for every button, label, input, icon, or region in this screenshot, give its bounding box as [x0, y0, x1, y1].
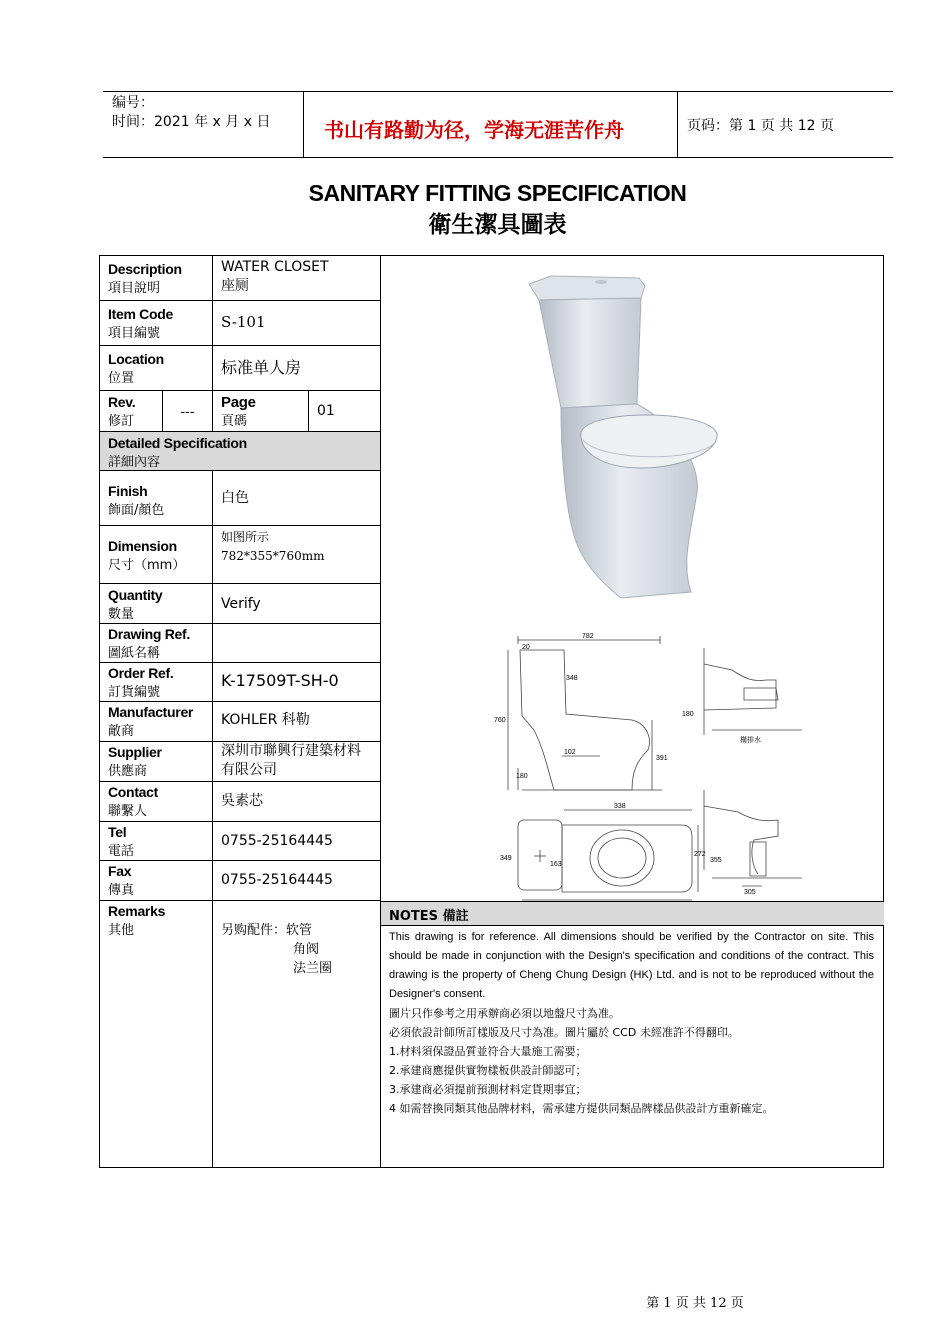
supplier-label: Supplier 供應商 [100, 742, 213, 782]
header-top-rule [103, 91, 893, 92]
doc-number-label: 编号： [112, 95, 154, 111]
dim-349: 349 [500, 855, 512, 862]
header-divider [677, 91, 678, 158]
notes-line: 3.承建商必須提前預測材料定貨期事宜； [389, 1083, 587, 1096]
dim-163: 163 [550, 861, 562, 868]
item-code-value: S-101 [213, 301, 381, 346]
fax-label: Fax 傳真 [100, 861, 213, 901]
dim-391: 391 [656, 755, 668, 762]
finish-label: Finish 飾面/顏色 [100, 471, 213, 526]
detailed-spec-heading: Detailed Specification 詳細內容 [100, 432, 381, 471]
notes-line: 必須依設計師所訂樣版及尺寸為准。圖片屬於 CCD 未經准許不得翻印。 [389, 1026, 739, 1039]
description-value: WATER CLOSET 座厕 [213, 256, 381, 301]
page-value: 01 [309, 391, 381, 432]
rev-value: --- [163, 391, 213, 432]
description-label: Description 項目說明 [100, 256, 213, 301]
drawing-ref-value [213, 624, 381, 663]
dim-180b: 180 [682, 711, 694, 718]
quantity-label: Quantity 數量 [100, 584, 213, 624]
order-ref-label: Order Ref. 訂貨編號 [100, 663, 213, 702]
dim-782: 782 [582, 633, 594, 640]
contact-value: 吳素芯 [213, 782, 381, 822]
tel-label: Tel 電話 [100, 822, 213, 861]
header-motto: 书山有路勤为径，学海无涯苦作舟 [324, 118, 624, 142]
location-label: Location 位置 [100, 346, 213, 391]
toilet-photo [521, 262, 721, 608]
doc-time-label: 时间：2021 年 x 月 x 日 [112, 114, 271, 130]
page-subtitle: 衛生潔具圖表 [428, 212, 567, 238]
drawing-ref-label: Drawing Ref. 圖紙名稱 [100, 624, 213, 663]
notes-line: 1.材料須保證品質並符合大量施工需要； [389, 1045, 587, 1058]
dim-338: 338 [614, 803, 626, 810]
finish-value: 白色 [213, 471, 381, 526]
remarks-value: 另购配件：软管 角阀 法兰圈 [213, 901, 381, 1167]
order-ref-value: K-17509T-SH-0 [213, 663, 381, 702]
label-horizontal-outlet: 橫排水 [740, 737, 761, 744]
notes-body [389, 928, 874, 1118]
dim-305: 305 [744, 889, 756, 896]
remarks-label: Remarks 其他 [100, 901, 213, 1167]
dim-20: 20 [522, 644, 530, 651]
fax-value: 0755-25164445 [213, 861, 381, 901]
dim-760: 760 [494, 717, 506, 724]
dim-348: 348 [566, 675, 578, 682]
location-value: 标准单人房 [213, 346, 381, 391]
quantity-value: Verify [213, 584, 381, 624]
page-footer: 第 1 页 共 12 页 [646, 1296, 744, 1311]
contact-label: Contact 聯繫人 [100, 782, 213, 822]
notes-line: 4 如需替換同類其他品牌材料，需承建方提供同類品牌樣品供設計方重新確定。 [389, 1102, 774, 1115]
supplier-value: 深圳市聯興行建築材料 有限公司 [213, 742, 381, 782]
notes-line: 圖片只作參考之用承辦商必須以地盤尺寸為准。 [389, 1007, 620, 1020]
rev-label: Rev. 修訂 [100, 391, 163, 432]
page-title: SANITARY FITTING SPECIFICATION [308, 180, 687, 206]
dimension-label: Dimension 尺寸（mm） [100, 526, 213, 584]
page-label: Page 頁碼 [213, 391, 309, 432]
dim-272: 272 [694, 851, 706, 858]
notes-line: 2.承建商應提供實物樣板供設計師認可； [389, 1064, 587, 1077]
header-bottom-rule [103, 157, 893, 158]
technical-drawing [482, 630, 840, 920]
header-page-info: 页码：第 1 页 共 12 页 [687, 118, 834, 134]
notes-heading: NOTES 備註 [381, 901, 884, 926]
spec-table [99, 255, 884, 1168]
header-divider [303, 91, 304, 158]
manufacturer-label: Manufacturer 敵商 [100, 702, 213, 742]
dim-355: 355 [710, 857, 722, 864]
tel-value: 0755-25164445 [213, 822, 381, 861]
dim-102: 102 [564, 749, 576, 756]
dimension-value: 如图所示 782*355*760mm [213, 526, 381, 584]
notes-english: This drawing is for reference. All dimensions should be verified by the Contractor on site. This should be made in conjunction with the Design's specification and conditions of the contract. This drawing is the property of Cheng Chung Design (HK) Ltd. and is not to be reproduced without the Designer's consent. [389, 931, 874, 1000]
dim-180a: 180 [516, 773, 528, 780]
item-code-label: Item Code 項目編號 [100, 301, 213, 346]
manufacturer-value: KOHLER 科勒 [213, 702, 381, 742]
